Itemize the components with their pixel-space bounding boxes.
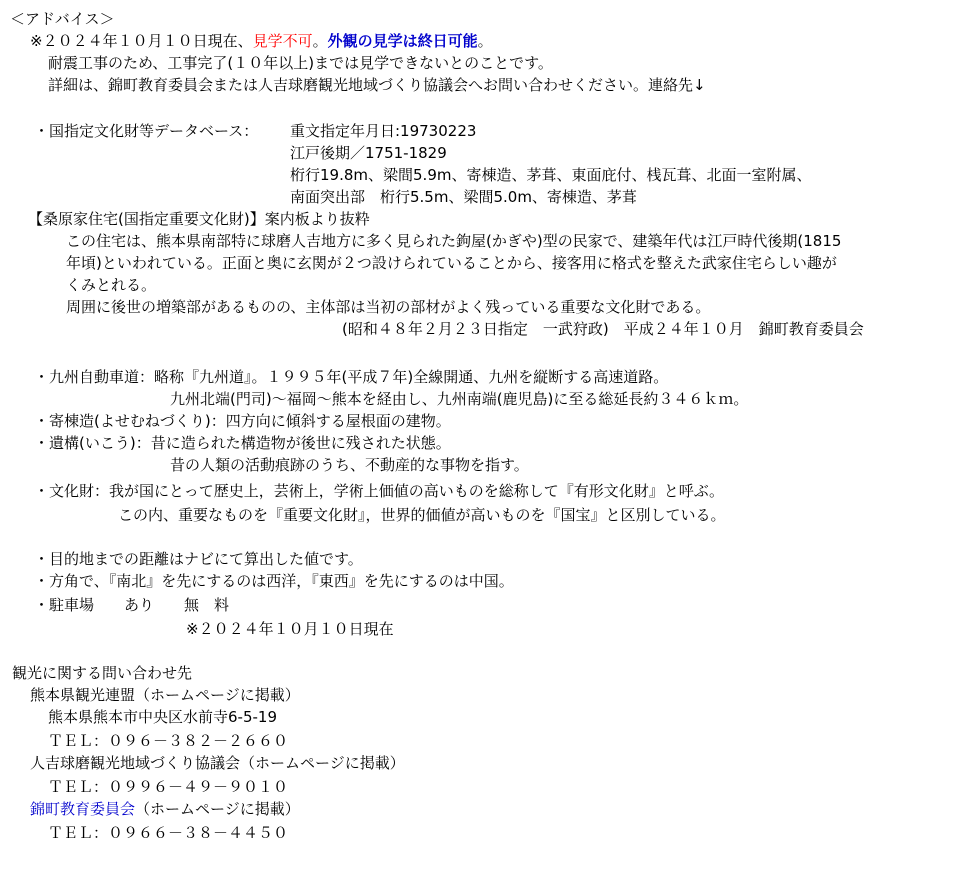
signboard-p4: 周囲に後世の増築部があるものの、主体部は当初の部材がよく残っている重要な文化財である。 bbox=[66, 298, 711, 316]
advice-heading: ＜アドバイス＞ bbox=[10, 10, 115, 28]
org3-link[interactable]: 錦町教育委員会 bbox=[30, 800, 136, 818]
contact-org2: 人吉球磨観光地域づくり協議会（ホームページに掲載） bbox=[30, 754, 405, 772]
contacts-heading: 観光に関する問い合わせ先 bbox=[12, 664, 193, 682]
glossary-yosemune: ・寄棟造(よせむねづくり)：四方向に傾斜する屋根面の建物。 bbox=[34, 412, 451, 430]
advice-line2: 耐震工事のため、工事完了(１０年以上)までは見学できないとのことです。 bbox=[48, 54, 553, 72]
signboard-heading: 【桑原家住宅(国指定重要文化財)】案内板より抜粋 bbox=[28, 210, 370, 228]
notice-closed: 見学不可 bbox=[252, 32, 313, 50]
db-line3: 桁行19.8m、梁間5.9m、寄棟造、茅葺、東面庇付、桟瓦葺、北面一室附属、 bbox=[290, 166, 812, 184]
glossary-bunkazai: ・文化財：我が国にとって歴史上，芸術上，学術上価値の高いものを総称して『有形文化財』と呼ぶ。 bbox=[34, 482, 725, 500]
db-label: ・国指定文化財等データベース： bbox=[34, 122, 259, 140]
glossary-iko: ・遺構(いこう)：昔に造られた構造物が後世に残された状態。 bbox=[34, 434, 451, 452]
notice-sep: 。 bbox=[312, 32, 328, 50]
db-line2: 江戸後期／1751-1829 bbox=[290, 144, 447, 162]
advice-line3: 詳細は、錦町教育委員会または人吉球磨観光地域づくり協議会へお問い合わせください。連絡先↓ bbox=[48, 76, 706, 94]
signboard-p3: くみとれる。 bbox=[66, 276, 157, 294]
notice-end: 。 bbox=[477, 32, 493, 50]
notice-prefix: ※２０２４年１０月１０日現在、 bbox=[30, 32, 253, 50]
note-as-of: ※２０２４年１０月１０日現在 bbox=[186, 620, 394, 638]
notice-exterior: 外観の見学は終日可能 bbox=[327, 32, 478, 50]
note-direction: ・方角で、『南北』を先にするのは西洋，『東西』を先にするのは中国。 bbox=[34, 572, 514, 590]
db-line1: 重文指定年月日:19730223 bbox=[290, 122, 477, 140]
glossary-iko-cont: 昔の人類の活動痕跡のうち、不動産的な事物を指す。 bbox=[170, 456, 529, 474]
glossary-bunkazai-cont: この内、重要なものを『重要文化財』，世界的価値が高いものを『国宝』と区別している。 bbox=[118, 506, 726, 524]
db-line4: 南面突出部 桁行5.5m、梁間5.0m、寄棟造、茅葺 bbox=[290, 188, 637, 206]
org3-suffix: （ホームページに掲載） bbox=[135, 800, 300, 818]
note-distance: ・目的地までの距離はナビにて算出した値です。 bbox=[34, 550, 363, 568]
signboard-p1: この住宅は、熊本県南部特に球磨人吉地方に多く見られた鉤屋(かぎや)型の民家で、建築年代は江戸時代後期(1815 bbox=[66, 232, 842, 250]
signboard-p2: 年頃)といわれている。正面と奥に玄関が２つ設けられていることから、接客用に格式を整えた武家住宅らしい趣が bbox=[66, 254, 837, 272]
contact-org1-address: 熊本県熊本市中央区水前寺6-5-19 bbox=[48, 708, 278, 726]
contact-org3-tel: ＴＥＬ：０９６６－３８－４４５０ bbox=[48, 824, 289, 842]
contact-org3 bbox=[30, 798, 300, 820]
signboard-attribution: (昭和４８年２月２３日指定 一武狩政) 平成２４年１０月 錦町教育委員会 bbox=[342, 320, 864, 338]
glossary-expressway-cont: 九州北端(門司)～福岡～熊本を経由し、九州南端(鹿児島)に至る総延長約３４６ｋｍ。 bbox=[170, 390, 749, 408]
glossary-expressway: ・九州自動車道：略称『九州道』。１９９５年(平成７年)全線開通、九州を縦断する高速道路。 bbox=[34, 368, 669, 386]
contact-org1-tel: ＴＥＬ：０９６－３８２－２６６０ bbox=[48, 732, 289, 750]
contact-org1: 熊本県観光連盟（ホームページに掲載） bbox=[30, 686, 300, 704]
closure-notice bbox=[30, 30, 493, 52]
note-parking: ・駐車場 あり 無 料 bbox=[34, 596, 230, 614]
contact-org2-tel: ＴＥＬ：０９９６－４９－９０１０ bbox=[48, 778, 289, 796]
